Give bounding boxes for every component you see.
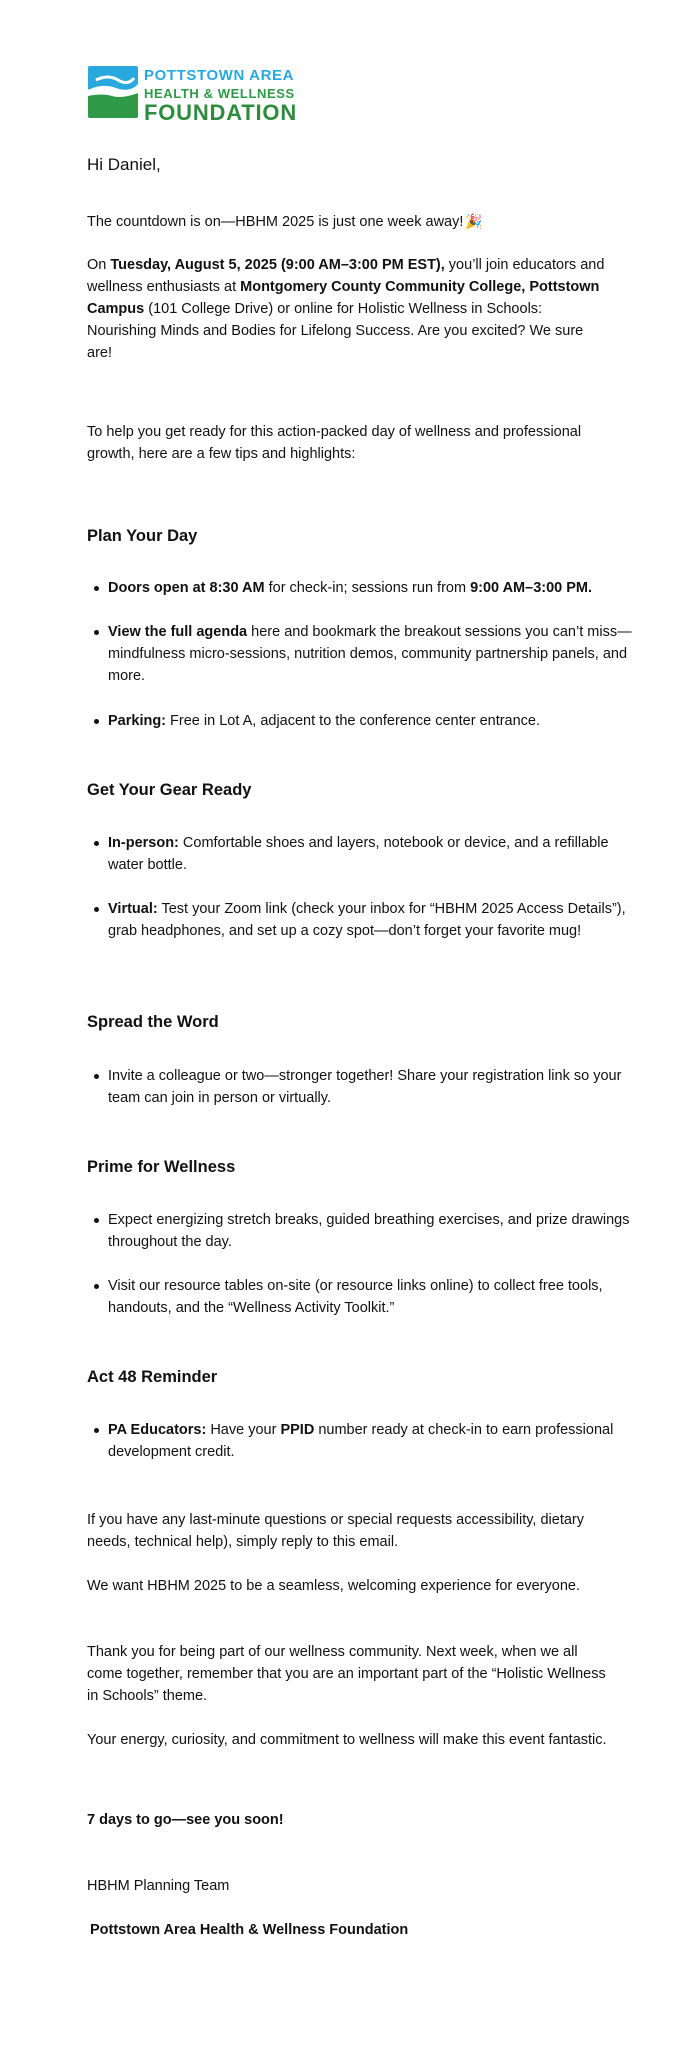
act48-list — [87, 1419, 638, 1463]
list-item-bold: PPID — [280, 1422, 315, 1438]
signature-org — [90, 1919, 615, 1941]
list-item-bold: PA Educators: — [108, 1422, 207, 1438]
signature-team: HBHM Planning Team — [87, 1878, 230, 1894]
plan-list — [87, 710, 638, 732]
gear-list — [87, 898, 638, 942]
list-item — [108, 710, 638, 732]
list-item-text: number ready at check-in to earn professional development credit. — [108, 1422, 614, 1460]
prime-list — [87, 1209, 638, 1253]
list-item-bold: 9:00 AM–3:00 PM. — [470, 580, 593, 596]
foundation-logo-icon — [88, 66, 138, 118]
list-item — [108, 898, 638, 942]
list-item — [108, 832, 638, 876]
signature-org-text: Pottstown Area Health & Wellness Foundation — [90, 1922, 409, 1938]
list-item-text: Free in Lot A, adjacent to the conference center entrance. — [166, 713, 541, 729]
list-item-bold: Virtual: — [108, 901, 158, 917]
list-item-text: here and bookmark the breakout sessions you can’t miss—mindfulness micro-sessions, nutrition demos, community partnership panels, and more. — [108, 624, 632, 684]
list-item: Invite a colleague or two—stronger together! Share your registration link so your team can join in person or virtually. — [108, 1065, 638, 1109]
list-item-text: Test your Zoom link (check your inbox for “HBHM 2025 Access Details”), grab headphones, and set up a cozy spot—don’t forget your favorite mug! — [108, 901, 626, 939]
logo-text-line1: POTTSTOWN AREA — [144, 67, 295, 84]
logo-text-line2: HEALTH & WELLNESS — [144, 86, 295, 101]
plan-list — [87, 577, 638, 599]
list-item-bold: In-person: — [108, 835, 179, 851]
list-item-text: Have your — [206, 1422, 281, 1438]
closing-paragraph-experience: We want HBHM 2025 to be a seamless, welcoming experience for everyone. — [87, 1578, 580, 1594]
event-date: Tuesday, August 5, 2025 (9:00 AM–3:00 PM EST), — [110, 257, 445, 273]
spread-list — [87, 1065, 638, 1109]
closing-paragraph-questions: If you have any last-minute questions or special requests accessibility, dietary needs, technical help), simply reply to this email. — [87, 1512, 585, 1550]
list-item — [108, 577, 638, 599]
agenda-link[interactable]: View the full agenda — [108, 624, 248, 640]
list-item: Expect energizing stretch breaks, guided breathing exercises, and prize drawings throughout the day. — [108, 1209, 638, 1253]
list-item: Visit our resource tables on-site (or resource links online) to collect free tools, handouts, and the “Wellness Activity Toolkit.” — [108, 1275, 638, 1319]
section-heading-spread: Spread the Word — [87, 1013, 219, 1031]
plan-list — [87, 621, 638, 687]
event-details-text: you’ll join educators and wellness enthusiasts at — [87, 257, 605, 295]
closing-countdown-text: 7 days to go—see you soon! — [87, 1812, 284, 1828]
closing-paragraph-energy: Your energy, curiosity, and commitment to wellness will make this event fantastic. — [87, 1732, 607, 1748]
list-item — [108, 1419, 638, 1463]
list-item-text: Comfortable shoes and layers, notebook or device, and a refillable water bottle. — [108, 835, 609, 873]
prime-list — [87, 1275, 638, 1319]
event-details-text: (101 College Drive) or online for Holistic Wellness in Schools: Nourishing Minds and Bodies for Lifelong Success. Are you excited? We sure are! — [87, 301, 584, 361]
greeting: Hi Daniel, — [87, 155, 161, 174]
closing-countdown — [87, 1809, 612, 1831]
gear-list — [87, 832, 638, 876]
party-popper-icon: 🎉 — [465, 213, 483, 229]
event-details-paragraph — [87, 254, 612, 364]
foundation-logo — [88, 66, 297, 124]
countdown-paragraph — [87, 210, 612, 233]
section-heading-gear: Get Your Gear Ready — [87, 781, 252, 799]
closing-paragraph-thanks: Thank you for being part of our wellness community. Next week, when we all come together, remember that you are an important part of the “Holistic Wellness in Schools” theme. — [87, 1644, 606, 1704]
event-details-text: On — [87, 257, 111, 273]
list-item-bold: Parking: — [108, 713, 167, 729]
event-venue: Montgomery County Community College, Pottstown Campus — [87, 279, 600, 317]
section-heading-prime: Prime for Wellness — [87, 1158, 236, 1176]
tips-intro-paragraph: To help you get ready for this action-packed day of wellness and professional growth, here are a few tips and highlights: — [87, 424, 582, 462]
section-heading-plan: Plan Your Day — [87, 527, 198, 545]
countdown-text: The countdown is on—HBHM 2025 is just one week away! — [87, 214, 464, 230]
list-item-bold: Doors open at 8:30 AM — [108, 580, 265, 596]
list-item — [108, 621, 638, 687]
logo-text-line3: FOUNDATION — [144, 100, 298, 125]
section-heading-act48: Act 48 Reminder — [87, 1368, 218, 1386]
list-item-text: for check-in; sessions run from — [264, 580, 471, 596]
